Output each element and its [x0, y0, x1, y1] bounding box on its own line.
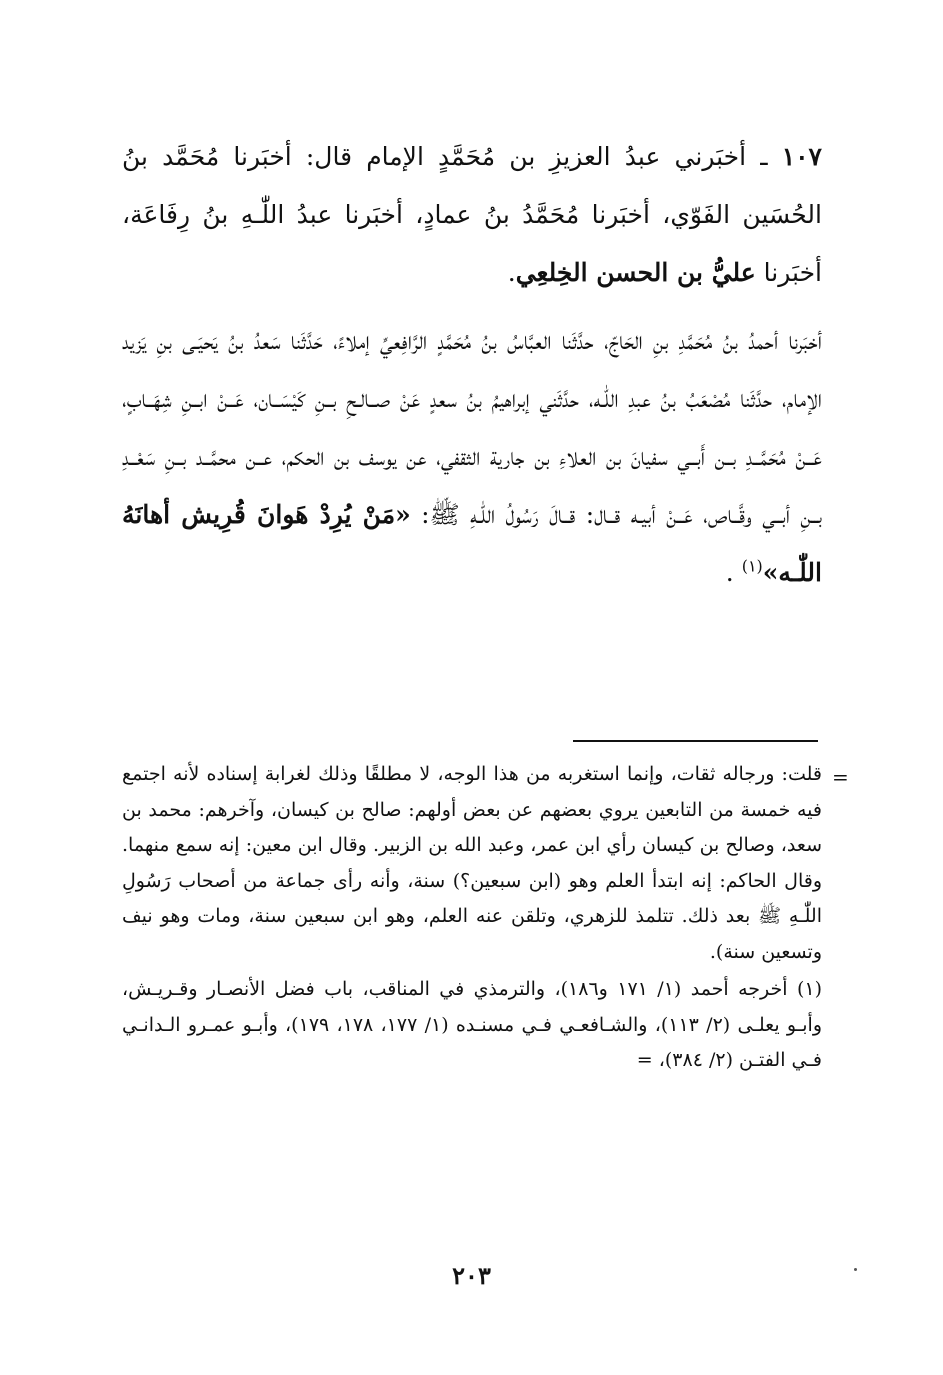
footnotes: [122, 757, 822, 1079]
hadith-paragraph-isnad: [122, 128, 822, 302]
hadith-number: ١٠٧: [781, 142, 822, 171]
footnote-continued: قلت: ورجاله ثقات، وإنما استغربه من هذا الوجه، لا مطلقًا وذلك لغرابة إسناده لأنه اجتمع فيه خمسة من التابعين يروي بعضهم عن بعض أولهم: صالح بن كيسان، وآخرهم: محمد بن سعد، وصالح بن كيسان رأي ابن عمر، وعبد الله بن الزبير. وقال ابن معين: إنه سمع منهما. وقال الحاكم: إنه ابتدأ العلم وهو (ابن سبعين؟) سنة، وأنه رأى جماعة من أصحاب رَسُولِ اللّٰـهِ ﷺ بعد ذلك. تتلمذ للزهري، وتلقن عنه العلم، وهو ابن سبعين سنة، ومات وهو نيف وتسعين سنة).: [122, 763, 822, 963]
hadith-quote: «مَنْ يُرِدْ هَوانَ قُرِيش أهانَهُ اللّٰـه»: [122, 500, 822, 587]
footnote-divider: [573, 740, 818, 742]
chain-text: أخبَرنا أحمدُ بنُ مُحَمَّدِ بنِ الحَاجّ، حدَّثَنا العبَّاسُ بنُ مُحَمَّدٍ الرَّافِعيِّ إملاءً، حَدَّثَنا سَعدُ بنُ يَحيَـى بنِ يَزيد الإمام، حدَّثَنا مُصْعَبُ بنُ عبدِ اللّٰـه، حدَّثَني إبراهيمُ بنُ سعدٍ عَنْ صــالـحِ بــنِ كَيْسَــان، عَــنْ ابــنِ شِهَــابٍ، عَــنْ مُحَمَّــدِ بــن أَبــي سفيانَ بن العلاءِ بن جارية الثقفي، عن يوسف بن الحكم، عــن محمَّــد بــنِ سَعْــدِ بــنِ أبــي وقَّــاص، عَــنْ أبيـه قــال: قــالَ رَسُولُ اللّٰـهِ ﷺ:: [122, 326, 823, 529]
isnad-text: ـ أخبَرني عبدُ العزيزِ بن مُحَمَّدٍ الإمام قال: أخبَرنا مُحَمَّد بنُ الحُسَين الفَوّي، أخبَرنا مُحَمَّدُ بنُ عمادٍ، أخبَرنا عبدُ اللّٰـهِ بنُ رِفَاعَة، أخبَرنا: [122, 142, 822, 287]
scan-speck: [854, 1268, 857, 1271]
narrator-name: عليُّ بن الحسن الخِلعِي: [515, 258, 756, 287]
para2-end: .: [725, 558, 742, 587]
footnote-ref[interactable]: (١): [741, 556, 763, 576]
footnote-1: [122, 972, 822, 1079]
main-text: [122, 128, 822, 602]
para1-end: .: [507, 258, 516, 287]
continuation-mark: =: [832, 765, 849, 789]
page-number: ٢٠٣: [452, 1261, 491, 1290]
footnote-1-marker: (١): [796, 978, 823, 1000]
hadith-paragraph-matn: [122, 312, 822, 602]
footnote-1-text: أخرجه أحمد (١/ ١٧١ و١٨٦)، والترمذي في المناقب، باب فضل الأنصـار وقـريـش، وأبـو يعلـى (٢/ ١١٣)، والشـافعـي فـي مسنـده (١/ ١٧٧، ١٧٨، ١٧٩)، وأبـو عمـرو الـدانـي فـي الفتـن (٢/ ٣٨٤)، =: [122, 978, 823, 1071]
